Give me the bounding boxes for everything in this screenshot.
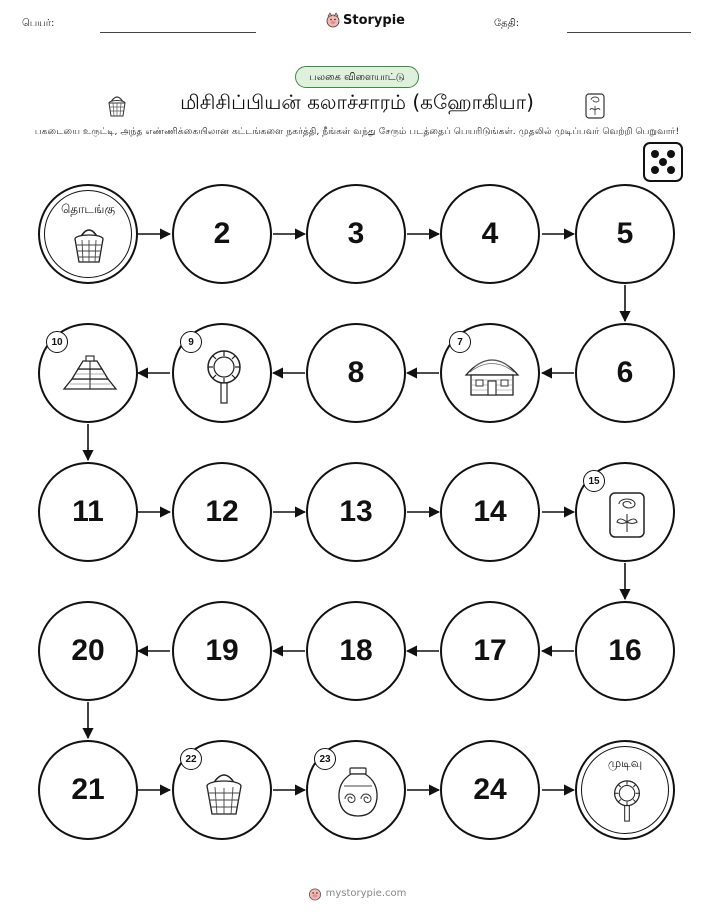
- finish-label: முடிவு: [607, 756, 643, 770]
- board-space[interactable]: [38, 601, 138, 701]
- board-space[interactable]: [306, 462, 406, 562]
- space-number: 12: [205, 495, 239, 528]
- brand-name: Storypie: [343, 12, 405, 28]
- board-space-finish[interactable]: [575, 740, 675, 840]
- page-title: மிசிசிப்பியன் கலாச்சாரம் (கஹோகியா): [180, 90, 534, 114]
- board-space[interactable]: [440, 462, 540, 562]
- board-space[interactable]: [38, 462, 138, 562]
- footer-url[interactable]: mystorypie.com: [325, 888, 407, 899]
- space-number-tag: 15: [583, 470, 605, 492]
- carved-tablet-icon: [607, 490, 647, 540]
- space-number: 3: [347, 217, 365, 250]
- space-number: 16: [608, 634, 642, 667]
- space-number: 20: [71, 634, 105, 667]
- space-number-tag: 9: [180, 331, 202, 353]
- space-number-tag: 23: [314, 748, 336, 770]
- board-space[interactable]: [575, 601, 675, 701]
- board-space[interactable]: [172, 462, 272, 562]
- basket-icon: [202, 766, 246, 820]
- space-number: 18: [339, 634, 373, 667]
- board-space[interactable]: [306, 184, 406, 284]
- spiral-pot-icon: [334, 766, 382, 820]
- board-space[interactable]: [575, 184, 675, 284]
- space-number: 17: [473, 634, 507, 667]
- activity-badge: பலகை விளையாட்டு: [295, 66, 419, 88]
- pyramid-mound-icon: [62, 353, 118, 393]
- name-label: பெயர்:: [22, 18, 55, 29]
- pig-mascot-icon: [308, 886, 322, 901]
- start-label: தொடங்கு: [60, 202, 116, 216]
- instructions: பகடையை உருட்டி, அந்த எண்ணிக்கையிலான கட்டங்களை நகர்த்தி, நீங்கள் வந்து சேரும் படத்தைப் பெயரிடுங்கள். முதலில் முடிப்பவர் வெற்றி பெறுவார்!: [34, 126, 680, 137]
- board-space[interactable]: [440, 740, 540, 840]
- space-number: 13: [339, 495, 373, 528]
- board-space-start[interactable]: [38, 184, 138, 284]
- space-number: 6: [616, 356, 634, 389]
- board-space[interactable]: [38, 740, 138, 840]
- space-number: 4: [481, 217, 499, 250]
- space-number: 24: [473, 773, 507, 806]
- space-number: 11: [72, 495, 104, 528]
- space-number: 8: [347, 356, 365, 389]
- space-number-tag: 7: [449, 331, 471, 353]
- space-number-tag: 10: [46, 331, 68, 353]
- mirror-icon: [202, 347, 246, 407]
- board-space[interactable]: [306, 323, 406, 423]
- space-number: 21: [71, 773, 105, 806]
- date-label: தேதி:: [494, 18, 520, 29]
- basket-icon: [71, 222, 107, 266]
- space-number-tag: 22: [180, 748, 202, 770]
- space-number: 2: [213, 217, 231, 250]
- board-space[interactable]: [172, 184, 272, 284]
- board-space[interactable]: [440, 601, 540, 701]
- space-number: 19: [205, 634, 239, 667]
- space-number: 5: [616, 217, 634, 250]
- board-space[interactable]: [306, 601, 406, 701]
- board-space[interactable]: [575, 323, 675, 423]
- mirror-icon: [610, 776, 644, 826]
- board-space[interactable]: [172, 601, 272, 701]
- board-space[interactable]: [440, 184, 540, 284]
- space-number: 14: [473, 495, 507, 528]
- footer: [0, 886, 714, 901]
- thatched-hut-icon: [462, 351, 522, 399]
